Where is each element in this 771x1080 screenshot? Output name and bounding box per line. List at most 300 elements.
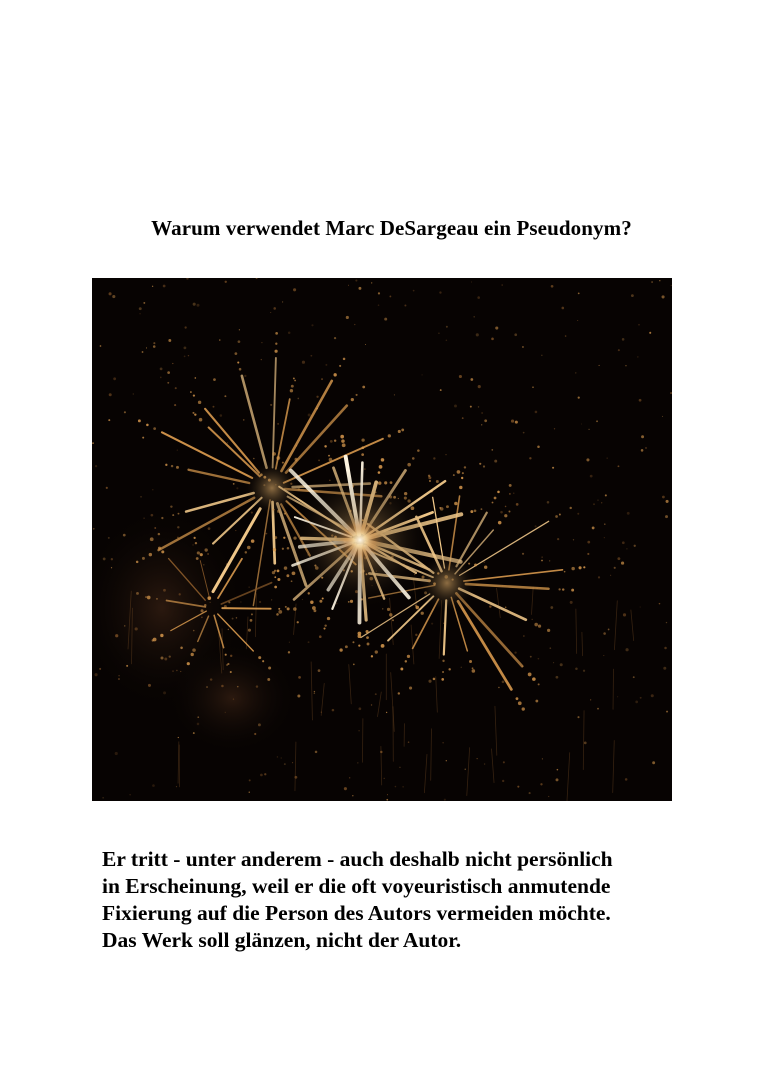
spark-dot — [213, 406, 215, 408]
spark-dot — [387, 608, 390, 611]
spark-dot — [522, 553, 524, 555]
spark-dot — [103, 557, 106, 560]
spark-dot — [195, 542, 197, 544]
spark-dot — [168, 339, 171, 342]
spark-dot — [625, 365, 626, 366]
spark-dot — [198, 401, 201, 404]
spark-dot — [559, 514, 561, 516]
spark-dot — [197, 304, 200, 307]
spark-dot — [511, 420, 514, 423]
spark-dot — [509, 484, 512, 487]
spark-dot — [587, 553, 589, 555]
spark-dot — [188, 355, 189, 356]
spark-dot — [253, 458, 255, 460]
spark-dot — [472, 667, 474, 669]
spark-dot — [670, 392, 672, 394]
spark-dot — [276, 613, 279, 616]
spark-dot — [133, 393, 134, 394]
spark-dot — [359, 287, 362, 290]
spark-dot — [272, 571, 275, 574]
spark-dot — [399, 767, 400, 768]
spark-dot — [471, 282, 472, 283]
spark-dot — [124, 411, 126, 413]
spark-dot — [136, 592, 139, 595]
spark-dot — [111, 558, 113, 560]
spark-dot — [219, 339, 221, 341]
spark-dot — [570, 507, 572, 509]
spark-dot — [297, 694, 300, 697]
spark-dot — [136, 561, 139, 564]
spark-dot — [623, 613, 626, 616]
spark-dot — [484, 562, 486, 564]
spark-dot — [459, 375, 462, 378]
spark-dot — [433, 678, 436, 681]
spark-dot — [509, 493, 511, 495]
spark-dot — [392, 619, 394, 621]
spark-dot — [352, 641, 354, 643]
spark-dot — [191, 653, 194, 656]
spark-dot — [148, 684, 151, 687]
spark-dot — [184, 355, 186, 357]
spark-dot — [100, 345, 102, 347]
spark-dot — [442, 671, 444, 673]
spark-dot — [283, 537, 285, 539]
spark-dot — [664, 647, 667, 650]
spark-dot — [267, 678, 270, 681]
spark-dot — [302, 599, 303, 600]
spark-dot — [663, 667, 666, 670]
spark-dot — [152, 784, 155, 787]
spark-dot — [422, 374, 423, 375]
spark-dot — [245, 551, 247, 553]
spark-dot — [590, 475, 593, 478]
spark-dot — [462, 472, 464, 474]
spark-dot — [297, 621, 299, 623]
spark-dot — [433, 457, 435, 459]
spark-dot — [608, 629, 610, 631]
spark-dot — [502, 680, 505, 683]
page-title: Warum verwendet Marc DeSargeau ein Pseudonym? — [151, 216, 632, 240]
spark-dot — [651, 281, 653, 283]
burst-glow — [417, 553, 477, 613]
spark-dot — [340, 435, 344, 439]
spark-dot — [649, 332, 651, 334]
spark-dot — [177, 449, 178, 450]
spark-dot — [548, 796, 549, 797]
spark-dot — [172, 363, 173, 364]
spark-dot — [161, 517, 163, 519]
spark-dot — [308, 413, 311, 416]
spark-dot — [504, 514, 507, 517]
spark-dot — [139, 313, 140, 314]
spark-dot — [394, 394, 395, 395]
spark-dot — [446, 326, 448, 328]
spark-dot — [534, 623, 538, 627]
spark-dot — [592, 527, 595, 530]
spark-dot — [498, 521, 502, 525]
spark-dot — [287, 607, 290, 610]
spark-dot — [294, 380, 296, 382]
spark-dot — [177, 526, 179, 528]
spark-dot — [495, 326, 498, 329]
spark-dot — [645, 447, 647, 449]
spark-dot — [537, 445, 540, 448]
spark-dot — [351, 398, 354, 401]
spark-dot — [603, 655, 604, 656]
spark-dot — [605, 494, 607, 496]
spark-dot — [227, 442, 228, 443]
spark-dot — [484, 419, 487, 422]
spark-dot — [603, 632, 606, 635]
spark-dot — [302, 361, 305, 364]
spark-dot — [364, 468, 366, 470]
spark-dot — [228, 629, 229, 630]
spark-dot — [491, 338, 494, 341]
spark-dot — [325, 364, 327, 366]
spark-dot — [597, 500, 598, 501]
spark-dot — [532, 386, 534, 388]
spark-dot — [260, 774, 263, 777]
spark-dot — [387, 794, 388, 795]
spark-dot — [454, 502, 458, 506]
spark-dot — [248, 629, 251, 632]
spark-dot — [474, 564, 477, 567]
spark-dot — [481, 508, 483, 510]
spark-dot — [601, 502, 602, 503]
spark-dot — [172, 514, 174, 516]
spark-dot — [150, 537, 154, 541]
spark-dot — [573, 539, 574, 540]
spark-dot — [164, 658, 167, 661]
spark-dot — [577, 513, 579, 515]
spark-dot — [405, 660, 407, 662]
spark-dot — [551, 285, 554, 288]
spark-dot — [440, 389, 442, 391]
spark-dot — [311, 324, 313, 326]
spark-dot — [535, 700, 538, 703]
spark-dot — [640, 697, 642, 699]
spark-dot — [118, 678, 120, 680]
spark-dot — [586, 458, 589, 461]
spark-dot — [342, 443, 346, 447]
spark-dot — [193, 394, 195, 396]
spark-dot — [554, 428, 555, 429]
spark-dot — [152, 639, 154, 641]
spark-dot — [210, 602, 211, 603]
spark-dot — [641, 435, 644, 438]
spark-dot — [160, 656, 163, 659]
spark-dot — [358, 730, 359, 731]
spark-dot — [562, 307, 565, 310]
spark-dot — [626, 548, 627, 549]
spark-dot — [239, 329, 240, 330]
spark-dot — [277, 423, 279, 425]
spark-dot — [220, 414, 223, 417]
spark-dot — [315, 751, 318, 754]
spark-dot — [494, 460, 497, 463]
spark-dot — [459, 486, 462, 489]
spark-dot — [492, 502, 494, 504]
spark-dot — [163, 691, 166, 694]
spark-dot — [167, 382, 169, 384]
spark-dot — [621, 561, 624, 564]
spark-dot — [224, 395, 226, 397]
spark-dot — [264, 773, 266, 775]
spark-dot — [529, 792, 531, 794]
spark-dot — [290, 389, 293, 392]
spark-dot — [197, 716, 199, 718]
spark-dot — [153, 342, 155, 344]
spark-dot — [251, 512, 253, 514]
spark-dot — [282, 301, 283, 302]
spark-dot — [318, 460, 320, 462]
spark-dot — [160, 368, 163, 371]
spark-dot — [308, 592, 310, 594]
spark-dot — [386, 712, 387, 713]
spark-dot — [462, 417, 464, 419]
spark-dot — [284, 566, 287, 569]
spark-dot — [583, 566, 585, 568]
spark-dot — [530, 656, 532, 658]
spark-dot — [270, 312, 271, 313]
spark-dot — [557, 769, 559, 771]
spark-dot — [446, 760, 447, 761]
spark-dot — [339, 365, 341, 367]
spark-dot — [398, 692, 400, 694]
spark-dot — [247, 546, 251, 550]
spark-dot — [522, 346, 524, 348]
spark-dot — [288, 651, 290, 653]
spark-dot — [109, 292, 112, 295]
spark-dot — [275, 343, 277, 345]
spark-dot — [622, 338, 625, 341]
spark-dot — [287, 547, 290, 550]
spark-dot — [221, 685, 224, 688]
spark-dot — [334, 337, 336, 339]
spark-dot — [251, 613, 253, 615]
spark-dot — [165, 464, 167, 466]
spark-dot — [513, 492, 514, 493]
spark-dot — [236, 617, 237, 618]
spark-dot — [547, 629, 550, 632]
spark-dot — [174, 404, 176, 406]
fireworks-photo — [92, 278, 672, 801]
spark-dot — [665, 515, 668, 518]
body-line: in Erscheinung, weil er die oft voyeuristisch anmutende — [102, 874, 611, 898]
spark-dot — [461, 477, 463, 479]
spark-dot — [108, 537, 110, 539]
spark-dot — [273, 548, 276, 551]
spark-dot — [590, 699, 591, 700]
spark-dot — [156, 598, 158, 600]
spark-dot — [553, 662, 554, 663]
spark-dot — [634, 545, 636, 547]
fireworks-image — [92, 278, 672, 801]
spark-dot — [328, 455, 330, 457]
spark-dot — [442, 660, 444, 662]
spark-dot — [179, 593, 181, 595]
spark-dot — [353, 664, 355, 666]
spark-dot — [192, 412, 194, 414]
spark-dot — [142, 437, 144, 439]
spark-dot — [618, 465, 620, 467]
spark-dot — [225, 281, 227, 283]
spark-dot — [308, 641, 310, 643]
spark-dot — [523, 432, 525, 434]
spark-dot — [505, 607, 507, 609]
spark-dot — [404, 305, 406, 307]
spark-dot — [503, 761, 505, 763]
spark-dot — [138, 419, 141, 422]
spark-dot — [371, 704, 372, 705]
spark-dot — [293, 607, 297, 611]
spark-dot — [153, 427, 156, 430]
spark-dot — [163, 285, 166, 288]
spark-dot — [474, 509, 477, 512]
spark-dot — [236, 487, 238, 489]
spark-dot — [588, 429, 589, 430]
spark-dot — [170, 505, 172, 507]
spark-dot — [638, 324, 640, 326]
spark-dot — [334, 439, 336, 441]
spark-dot — [195, 377, 197, 379]
spark-dot — [666, 500, 669, 503]
spark-dot — [271, 599, 272, 600]
spark-dot — [461, 667, 462, 668]
spark-dot — [149, 553, 152, 556]
body-paragraph — [102, 846, 742, 954]
spark-dot — [415, 634, 417, 636]
spark-dot — [330, 440, 333, 443]
spark-dot — [593, 503, 595, 505]
spark-dot — [276, 456, 280, 460]
spark-dot — [429, 480, 431, 482]
spark-dot — [261, 359, 262, 360]
spark-dot — [286, 574, 289, 577]
spark-dot — [249, 779, 251, 781]
spark-dot — [581, 423, 582, 424]
spark-dot — [321, 378, 323, 380]
spark-dot — [470, 406, 472, 408]
spark-dot — [142, 351, 144, 353]
spark-dot — [324, 624, 326, 626]
spark-dot — [583, 670, 585, 672]
spark-dot — [552, 467, 554, 469]
spark-dot — [285, 606, 287, 608]
spark-dot — [474, 316, 475, 317]
spark-dot — [359, 707, 362, 710]
body-line: Er tritt - unter anderem - auch deshalb nicht persönlich — [102, 847, 613, 871]
spark-dot — [278, 610, 282, 614]
spark-dot — [192, 544, 194, 546]
spark-dot — [444, 799, 446, 801]
spark-dot — [662, 295, 665, 298]
spark-dot — [151, 514, 154, 517]
spark-dot — [293, 377, 295, 379]
burst-glow — [244, 460, 300, 516]
spark-dot — [570, 601, 573, 604]
spark-dot — [415, 606, 419, 610]
spark-dot — [556, 778, 559, 781]
spark-dot — [564, 571, 566, 573]
spark-dot — [481, 412, 483, 414]
spark-dot — [431, 623, 433, 625]
spark-dot — [327, 617, 330, 620]
spark-dot — [541, 556, 542, 557]
spark-dot — [514, 333, 517, 336]
spark-dot — [666, 622, 667, 623]
spark-dot — [213, 378, 216, 381]
spark-dot — [662, 416, 663, 417]
body-line: Das Werk soll glänzen, nicht der Autor. — [102, 928, 462, 952]
spark-dot — [597, 708, 599, 710]
spark-dot — [115, 752, 118, 755]
spark-dot — [388, 434, 391, 437]
spark-dot — [139, 307, 142, 310]
spark-dot — [571, 567, 574, 570]
burst-core — [334, 514, 386, 566]
spark-dot — [477, 758, 478, 759]
spark-dot — [141, 496, 142, 497]
spark-dot — [259, 601, 261, 603]
spark-dot — [565, 335, 567, 337]
spark-dot — [233, 483, 235, 485]
spark-dot — [478, 406, 479, 407]
spark-dot — [631, 294, 634, 297]
spark-dot — [95, 465, 97, 467]
spark-dot — [379, 465, 383, 469]
spark-dot — [535, 525, 537, 527]
spark-dot — [239, 368, 242, 371]
spark-dot — [469, 660, 472, 663]
spark-dot — [440, 507, 444, 511]
spark-dot — [409, 686, 412, 689]
spark-dot — [225, 654, 227, 656]
spark-dot — [627, 512, 630, 515]
spark-dot — [251, 539, 255, 543]
spark-dot — [659, 280, 660, 281]
spark-dot — [389, 613, 392, 616]
spark-dot — [378, 304, 380, 306]
spark-dot — [238, 340, 241, 343]
spark-dot — [274, 576, 276, 578]
spark-dot — [333, 373, 336, 376]
spark-dot — [118, 675, 120, 677]
spark-dot — [361, 439, 364, 442]
spark-dot — [366, 630, 369, 633]
spark-dot — [384, 778, 385, 779]
spark-dot — [277, 578, 280, 581]
spark-dot — [398, 430, 401, 433]
spark-dot — [354, 324, 355, 325]
spark-dot — [523, 635, 525, 637]
spark-dot — [277, 756, 278, 757]
spark-dot — [176, 786, 177, 787]
spark-dot — [115, 634, 118, 637]
spark-dot — [339, 648, 342, 651]
spark-dot — [192, 648, 196, 652]
spark-dot — [348, 285, 349, 286]
spark-dot — [298, 676, 301, 679]
spark-dot — [549, 560, 550, 561]
spark-dot — [268, 666, 271, 669]
spark-dot — [293, 288, 296, 291]
spark-dot — [152, 489, 153, 490]
spark-dot — [407, 463, 411, 467]
spark-dot — [517, 786, 519, 788]
spark-dot — [318, 669, 321, 672]
spark-dot — [550, 647, 552, 649]
